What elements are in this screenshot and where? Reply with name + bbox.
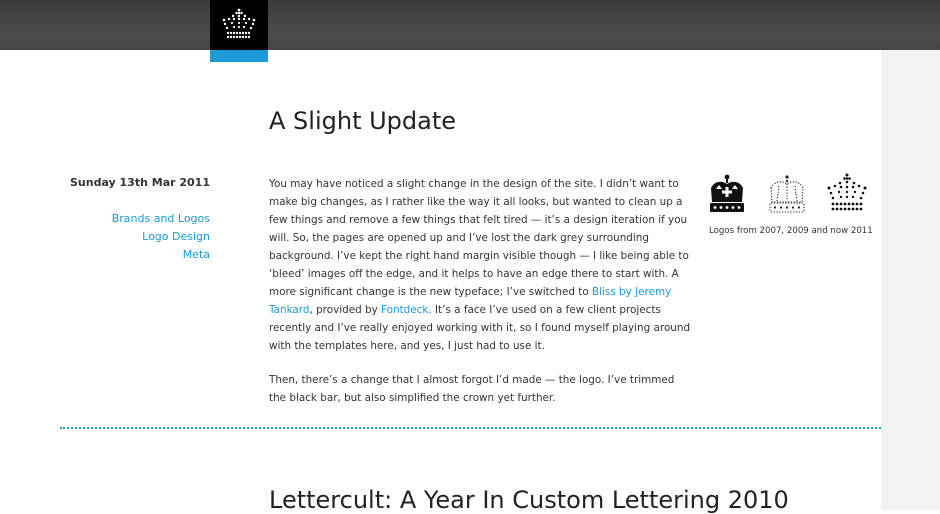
site-header xyxy=(0,0,940,50)
category-link-brands-and-logos[interactable]: Brands and Logos xyxy=(111,212,210,225)
paragraph-2: Then, there’s a change that I almost forgot I’d made — the logo. I’ve trimmed the black bar, but also simplified the crown yet further. xyxy=(269,374,675,404)
category-link-meta[interactable]: Meta xyxy=(182,248,210,261)
paragraph-1: You may have noticed a slight change in the design of the site. I didn’t want to make big changes, as I rather like the way it all looks, but wanted to clean up a few things and remove a few things that felt tired — it’s a design iteration if you will. So, the pages are opened up and I’ve lost the dark grey surrounding background. I’ve kept the right hand margin visible though — I like being able to ‘bleed’ images off the edge, and it helps to have an edge there to start with. A more significant change is the new typeface; I’ve switched to Bliss by Jeremy Tankard, provided by Fontdeck. It’s a face I’ve used on a few client projects recently and I’ve really enjoyed working with it, so I found myself playing around with the templates here, and yes, I just had to use it. xyxy=(269,178,691,352)
post-meta xyxy=(30,176,210,264)
post-categories xyxy=(30,210,210,264)
post-date: Sunday 13th Mar 2011 xyxy=(69,176,210,189)
logo-accent-bar xyxy=(210,50,268,62)
crown-2007-icon xyxy=(705,172,749,216)
next-post-title[interactable]: Lettercult: A Year In Custom Lettering 2010 xyxy=(269,486,789,514)
post-title[interactable]: A Slight Update xyxy=(269,107,457,135)
right-margin-strip xyxy=(881,50,940,510)
category-link-logo-design[interactable]: Logo Design xyxy=(142,230,210,243)
post-body xyxy=(269,175,691,423)
figure-caption: Logos from 2007, 2009 and now 2011 xyxy=(709,226,873,236)
site-logo[interactable] xyxy=(210,0,268,50)
crown-2009-icon xyxy=(765,172,809,216)
crown-icon xyxy=(210,0,268,50)
link-bliss[interactable]: Bliss by Jeremy Tankard xyxy=(269,286,672,316)
logo-comparison-figure xyxy=(705,172,875,236)
post-divider xyxy=(60,427,881,429)
crown-2011-icon xyxy=(825,172,869,216)
link-fontdeck[interactable]: Fontdeck xyxy=(381,304,429,316)
